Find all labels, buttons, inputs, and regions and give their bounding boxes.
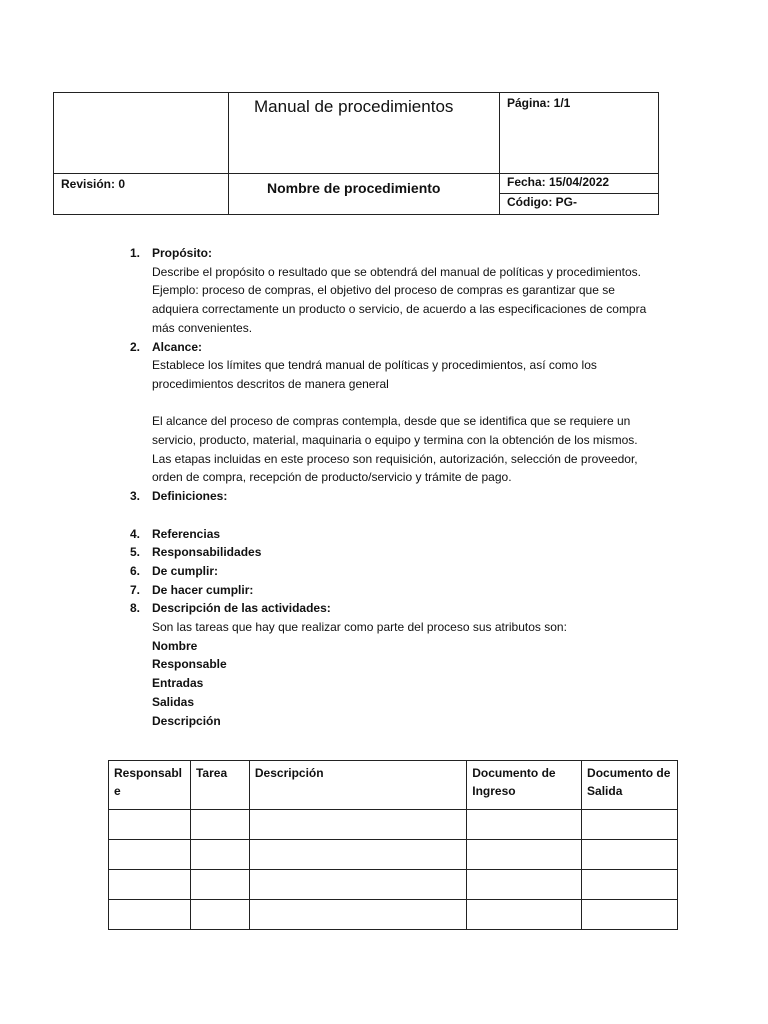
title-cell [229, 93, 500, 174]
activities-table [108, 760, 678, 930]
table-row [109, 870, 678, 900]
section-number: 5. [130, 545, 141, 560]
section-title: Definiciones: [152, 489, 228, 504]
section-number: 2. [130, 339, 141, 354]
procedure-sections [130, 244, 660, 730]
document-title: Manual de procedimientos [254, 97, 454, 116]
table-row [109, 900, 678, 930]
section-title: Alcance: [152, 339, 203, 354]
revision-label: Revisión: 0 [61, 177, 126, 191]
section-number: 4. [130, 526, 141, 541]
column-header-description: Descripción [249, 761, 466, 810]
attribute-item: Responsable [152, 657, 227, 672]
section-title: Descripción de las actividades: [152, 601, 331, 616]
column-header-output-document: Documento de Salida [582, 761, 678, 810]
column-header-responsible: Responsabl e [109, 761, 191, 810]
table-cell [582, 870, 678, 900]
table-cell [249, 870, 466, 900]
date-cell [500, 174, 658, 194]
section-paragraph: Ejemplo: proceso de compras, el objetivo del proceso de compras es garantizar que se adquiera correctamente un producto o servicio, de acuerdo a las especificaciones de compra más convenientes. [152, 283, 647, 335]
section-references [130, 525, 660, 544]
table-cell [249, 900, 466, 930]
section-title: Responsabilidades [152, 545, 262, 560]
section-number: 7. [130, 582, 141, 597]
table-cell [109, 840, 191, 870]
procedure-name-cell [229, 174, 500, 214]
section-comply [130, 562, 660, 581]
revision-cell [54, 174, 229, 214]
table-cell [190, 870, 249, 900]
logo-cell [54, 93, 229, 174]
page-number: Página: 1/1 [507, 96, 571, 110]
section-purpose [130, 244, 660, 338]
column-header-task: Tarea [190, 761, 249, 810]
section-paragraph: Establece los límites que tendrá manual de políticas y procedimientos, así como los procedimientos descritos de manera general [152, 358, 597, 391]
table-cell [467, 840, 582, 870]
attribute-item: Nombre [152, 638, 198, 653]
table-cell [467, 870, 582, 900]
table-row [109, 840, 678, 870]
section-activities [130, 599, 660, 730]
section-number: 6. [130, 563, 141, 578]
section-paragraph: Describe el propósito o resultado que se obtendrá del manual de políticas y procedimientos. [152, 264, 641, 279]
code-cell [500, 194, 658, 214]
code-label: Código: PG- [507, 195, 577, 209]
procedure-name: Nombre de procedimiento [267, 180, 441, 196]
table-row [109, 810, 678, 840]
table-cell [582, 840, 678, 870]
table-cell [467, 900, 582, 930]
section-title: De cumplir: [152, 563, 219, 578]
section-title: De hacer cumplir: [152, 582, 254, 597]
table-cell [190, 810, 249, 840]
section-paragraph: Son las tareas que hay que realizar como parte del proceso sus atributos son: [152, 620, 567, 635]
section-number: 3. [130, 489, 141, 504]
table-cell [190, 900, 249, 930]
table-cell [109, 900, 191, 930]
date-label: Fecha: 15/04/2022 [507, 175, 610, 189]
section-title: Referencias [152, 526, 221, 541]
section-responsibilities [130, 543, 660, 562]
table-cell [249, 840, 466, 870]
table-header-row [109, 761, 678, 810]
section-number: 8. [130, 601, 141, 616]
table-cell [109, 870, 191, 900]
section-paragraph: El alcance del proceso de compras contempla, desde que se identifica que se requiere un servicio, producto, material, maquinaria o equipo y termina con la obtención de los mismos. Las etapas incluidas en este proceso son requisición, autorización, selección de proveedor, orden de compra, recepción de producto/servicio y trámite de pago. [152, 414, 638, 485]
table-cell [582, 900, 678, 930]
column-header-input-document: Documento de Ingreso [467, 761, 582, 810]
table-cell [467, 810, 582, 840]
table-cell [249, 810, 466, 840]
section-title: Propósito: [152, 246, 212, 260]
section-definitions [130, 487, 660, 524]
section-enforce [130, 581, 660, 600]
page-cell [500, 93, 658, 174]
document-header-table [53, 92, 659, 215]
table-cell [109, 810, 191, 840]
attribute-item: Entradas [152, 676, 204, 691]
section-scope [130, 338, 660, 488]
table-cell [190, 840, 249, 870]
attribute-item: Salidas [152, 694, 195, 709]
section-number: 1. [130, 246, 141, 260]
table-cell [582, 810, 678, 840]
attribute-item: Descripción [152, 713, 221, 728]
